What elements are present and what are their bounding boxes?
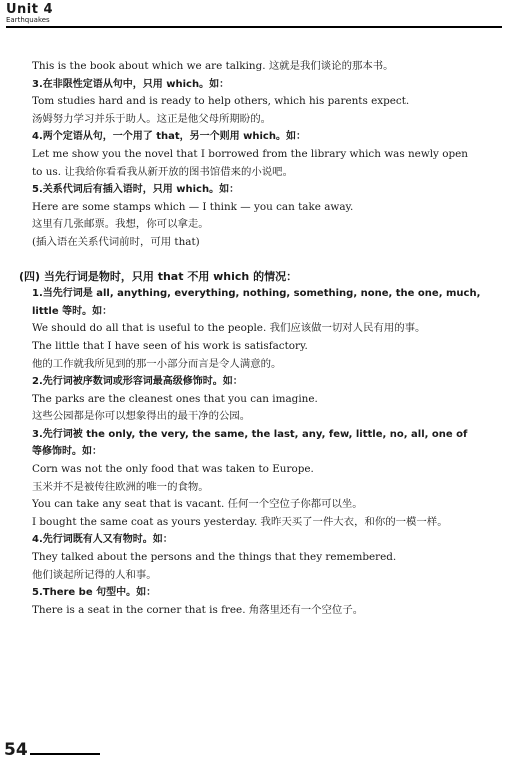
text-line: 这些公园都是你可以想象得出的最干净的公园。 [32, 410, 251, 423]
text-line: (插入语在关系代词前时，可用 that) [32, 235, 200, 248]
rule-heading: 2.先行词被序数词或形容词最高级修饰时。如： [32, 376, 243, 388]
text-line: 汤姆努力学习并乐于助人。这正是他父母所期盼的。 [32, 112, 271, 125]
rule-heading: 3.先行词被 the only, the very, the same, the last, any, few, little, no, all, one of [32, 428, 468, 440]
rule-heading: 等修饰时。如： [32, 446, 102, 458]
text-line: 他的工作就我所见到的那一小部分而言是令人满意的。 [32, 357, 282, 370]
text-line: The parks are the cleanest ones that you can imagine. [32, 392, 318, 405]
text-line: Let me show you the novel that I borrowed from the library which was newly open [32, 147, 468, 160]
text-line: 玉米并不是被传往欧洲的唯一的食物。 [32, 480, 209, 493]
spacer [32, 252, 502, 258]
text-line: I bought the same coat as yours yesterday. 我昨天买了一件大衣，和你的一模一样。 [32, 515, 448, 528]
rule-heading: 1.当先行词是 all, anything, everything, nothing, something, none, the one, much, [32, 288, 481, 300]
unit-title: Unit 4 [6, 2, 54, 17]
unit-topic: Earthquakes [6, 16, 50, 24]
text-line: They talked about the persons and the things that they remembered. [32, 551, 397, 564]
footer-rule [30, 753, 100, 755]
text-line: 这里有几张邮票。我想，你可以拿走。 [32, 218, 209, 231]
text-line: You can take any seat that is vacant. 任何一个空位子你都可以坐。 [32, 498, 363, 511]
text-line: Corn was not the only food that was taken to Europe. [32, 463, 314, 476]
rule-heading: 5.关系代词后有插入语时，只用 which。如： [32, 184, 240, 196]
section-heading: (四) 当先行词是物时，只用 that 不用 which 的情况： [19, 269, 298, 283]
page-footer [4, 740, 124, 764]
rule-heading: little 等时。如： [32, 305, 113, 317]
page-body [19, 58, 502, 619]
rule-heading: 4.两个定语从句，一个用了 that，另一个则用 which。如： [32, 131, 306, 143]
text-line: We should do all that is useful to the people. 我们应该做一切对人民有用的事。 [32, 322, 426, 335]
header-rule [6, 26, 502, 28]
rule-heading: 5.There be 句型中。如： [32, 587, 157, 599]
page-header [6, 2, 502, 28]
text-line: The little that I have seen of his work is satisfactory. [32, 339, 308, 352]
text-line: 他们谈起所记得的人和事。 [32, 568, 157, 581]
rule-heading: 3.在非限性定语从句中，只用 which。如： [32, 78, 230, 90]
text-line: There is a seat in the corner that is free. 角落里还有一个空位子。 [32, 603, 364, 616]
text-line: Tom studies hard and is ready to help others, which his parents expect. [32, 95, 410, 108]
page-number: 54 [4, 740, 28, 760]
text-line: This is the book about which we are talking. 这就是我们谈论的那本书。 [32, 60, 394, 72]
text-line: to us. 让我给你看看我从新开放的图书馆借来的小说吧。 [32, 165, 293, 178]
rule-heading: 4.先行词既有人又有物时。如： [32, 534, 173, 546]
text-line: Here are some stamps which — I think — you can take away. [32, 200, 354, 213]
